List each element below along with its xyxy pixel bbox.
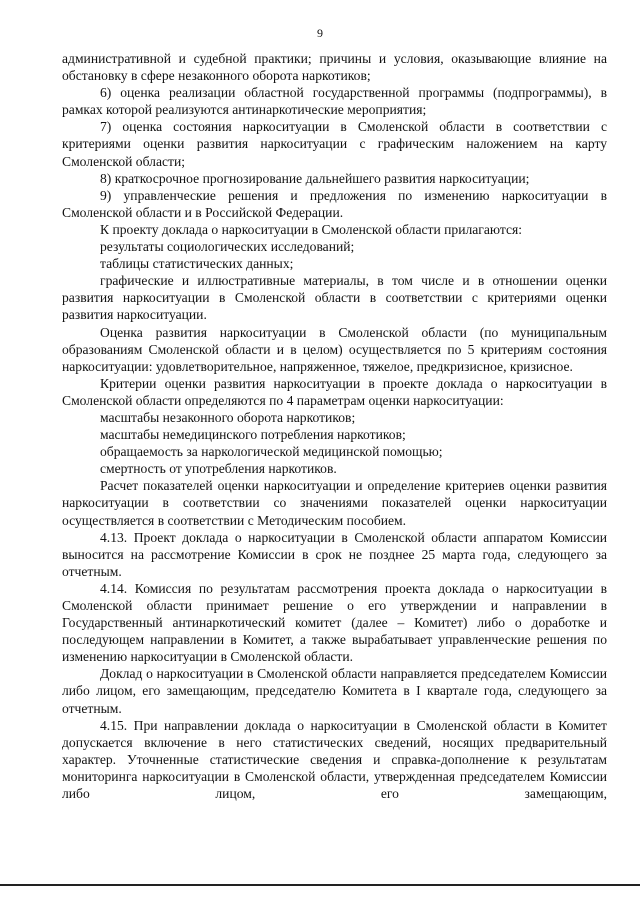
parameter-item-mortality: смертность от употребления наркотиков.	[100, 461, 337, 477]
section-4-14: 4.14. Комиссия по результатам рассмотрения проекта доклада о наркоситуации в Смоленской области принимает решение о его утверждении и направлении в Государственный антинаркотический комитет (далее – Комитет) либо о доработке и последующем направлении в Комитет, а также вырабатывает управленческие решения по изменению наркоситуации в Смоленской области.	[62, 580, 607, 665]
calculation-paragraph: Расчет показателей оценки наркоситуации и определение критериев оценки развития наркоситуации в соответствии со значениями показателей оценки наркоситуации осуществляется в соответствии с Методическим пособием.	[62, 478, 607, 528]
section-4-13: 4.13. Проект доклада о наркоситуации в Смоленской области аппаратом Комиссии выносится на рассмотрение Комиссии в срок не позднее 25 марта года, следующего за отчетным.	[62, 529, 607, 579]
criteria-parameters-intro: Критерии оценки развития наркоситуации в проекте доклада о наркоситуации в Смоленской области определяются по 4 параметрам оценки наркоситуации:	[62, 375, 607, 408]
page-bottom-rule	[0, 884, 640, 886]
attachment-item-surveys: результаты социологических исследований;	[100, 239, 355, 255]
document-body	[62, 50, 607, 802]
parameter-item-medical-help: обращаемость за наркологической медицинской помощью;	[100, 444, 443, 460]
assessment-criteria-paragraph: Оценка развития наркоситуации в Смоленской области (по муниципальным образованиям Смоленской области и в целом) осуществляется по 5 критериям состояния наркоситуации: удовлетворительное, напряженное, тяжелое, предкризисное, кризисное.	[62, 324, 607, 374]
list-item-9: 9) управленческие решения и предложения по изменению наркоситуации в Смоленской области и в Российской Федерации.	[62, 187, 607, 220]
report-submission-paragraph: Доклад о наркоситуации в Смоленской области направляется председателем Комиссии либо лицом, его замещающим, председателю Комитета в I квартале года, следующего за отчетным.	[62, 666, 607, 716]
list-item-6: 6) оценка реализации областной государственной программы (подпрограммы), в рамках которой реализуются антинаркотические мероприятия;	[62, 85, 607, 118]
parameter-item-consumption: масштабы немедицинского потребления наркотиков;	[100, 427, 406, 443]
attachment-item-tables: таблицы статистических данных;	[100, 256, 294, 272]
list-item-7: 7) оценка состояния наркоситуации в Смоленской области в соответствии с критериями оценки развития наркоситуации с графическим наложением на карту Смоленской области;	[62, 119, 607, 169]
list-item-8: 8) краткосрочное прогнозирование дальнейшего развития наркоситуации;	[100, 170, 530, 186]
page-number: 9	[317, 26, 323, 40]
attachment-item-graphics: графические и иллюстративные материалы, в том числе и в отношении оценки развития наркоситуации в Смоленской области в соответствии с критериями оценки развития наркоситуации.	[62, 273, 607, 323]
parameter-item-trafficking: масштабы незаконного оборота наркотиков;	[100, 409, 356, 425]
paragraph-continuation: административной и судебной практики; причины и условия, оказывающие влияние на обстановку в сфере незаконного оборота наркотиков;	[62, 51, 607, 84]
attachments-intro: К проекту доклада о наркоситуации в Смоленской области прилагаются:	[100, 221, 523, 237]
section-4-15: 4.15. При направлении доклада о наркоситуации в Смоленской области в Комитет допускается включение в него статистических сведений, носящих предварительный характер. Уточненные статистические сведения и справка-дополнение к результатам мониторинга наркоситуации в Смоленской области, утвержденная председателем Комиссии либо лицом, его замещающим,	[62, 717, 607, 802]
